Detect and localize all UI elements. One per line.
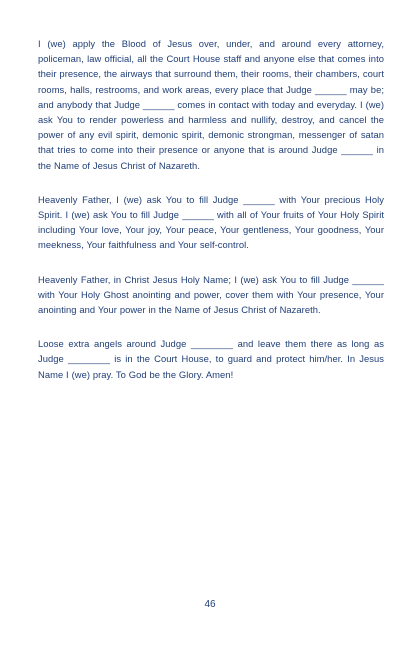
page-body bbox=[38, 36, 384, 401]
page-number: 46 bbox=[204, 599, 216, 610]
paragraph-blood-covering: I (we) apply the Blood of Jesus over, under, and around every attorney, policeman, law official, all the Court House staff and anyone else that comes into their presence, the airways that surround them, their rooms, their chambers, court rooms, halls, restrooms, and work areas, every place that Judge ______ may be; and anybody that Judge ______ comes in contact with today and everyday. I (we) ask You to render powerless and harmless and nullify, destroy, and cancel the power of any evil spirit, demonic spirit, demonic strongman, messenger of satan that tries to come into their presence or anyone that is around Judge ______ in the Name of Jesus Christ of Nazareth. bbox=[38, 38, 384, 171]
paragraph-angels-closing: Loose extra angels around Judge ________ and leave them there as long as Judge ________ is in the Court House, to guard and protect him/her. In Jesus Name I (we) pray. To God be the Glory. Amen! bbox=[38, 338, 384, 380]
paragraph-anointing: Heavenly Father, in Christ Jesus Holy Name; I (we) ask You to fill Judge ______ with Your Holy Ghost anointing and power, cover them with Your presence, Your anointing and Your power in the Name of Jesus Christ of Nazareth. bbox=[38, 273, 384, 316]
paragraph-holy-spirit-fill: Heavenly Father, I (we) ask You to fill Judge ______ with Your precious Holy Spirit. I (we) ask You to fill Judge ______ with all of Your fruits of Your Holy Spirit including Your love, Your joy, Your peace, Your gentleness, Your goodness, Your meekness, Your faithfulness and Your self-control. bbox=[38, 193, 384, 251]
